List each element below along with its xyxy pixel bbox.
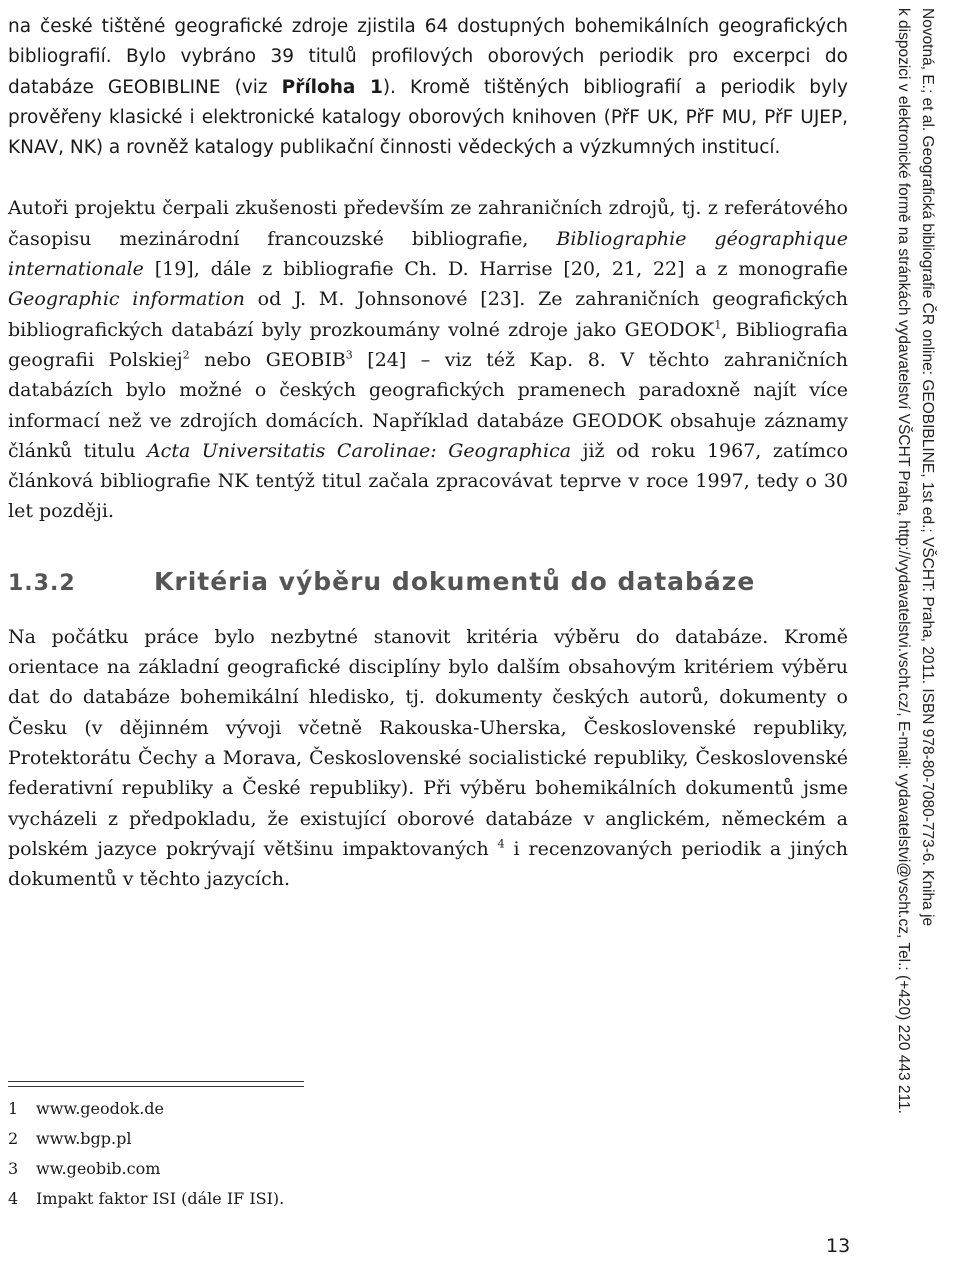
page-number: 13 (826, 1235, 851, 1257)
text-run: 2 (182, 348, 190, 362)
citation-line-1: Novotná, E.; et al. Geografická bibliografie ČR online: GEOBIBLINE, 1st ed.; VŠCHT: Praha, 2011. ISBN 978-80-7080-773-6. Kniha je (919, 8, 936, 927)
text-run: [24] – viz též Kap. 8. V těchto zahraničních databázích bylo možné o českých geografických pramenech paradoxně najít více informací než ve zdrojích domácích. Například databáze GEODOK obsahuje záznamy článků titulu (8, 348, 848, 462)
text-run: Příloha 1 (281, 76, 383, 98)
paragraph-foreign-sources (8, 193, 848, 526)
text-run: již od roku 1967, zatímco článková bibliografie NK tentýž titul začala zpracovávat teprve v roce 1997, tedy o 30 let později. (8, 439, 849, 523)
footnote-number: 2 (8, 1129, 19, 1148)
footnote-text: www.geodok.de (36, 1099, 164, 1118)
text-run: Geographic information (8, 288, 245, 311)
text-run: 1 (714, 318, 722, 332)
text-run: Acta Universitatis Carolinae: Geographica (146, 439, 572, 462)
footnote-3 (8, 1154, 508, 1184)
paragraph-criteria (8, 622, 848, 895)
paragraph-sources (8, 12, 848, 163)
citation-sidebar (870, 0, 960, 1266)
footnote-text: ww.geobib.com (36, 1159, 161, 1178)
footnote-number: 3 (8, 1159, 19, 1178)
text-run: i recenzovaných periodik a jiných dokumentů v těchto jazycích. (8, 837, 848, 891)
citation-text (891, 8, 939, 1258)
footnote-number: 1 (8, 1099, 19, 1118)
text-run: 3 (345, 348, 353, 362)
text-run: , Bibliografia geografii Polskiej (8, 318, 849, 371)
text-run: ). Kromě tištěných bibliografií a periodik byly prověřeny klasické i elektronické katalogy oborových knihoven (PřF UK, PřF MU, PřF UJEP, KNAV, NK) a rovněž katalogy publikační činnosti vědeckých a výzkumných institucí. (8, 76, 848, 159)
footnote-text: www.bgp.pl (36, 1129, 132, 1148)
text-run: nebo GEOBIB (189, 348, 346, 371)
footnote-text: Impakt faktor ISI (dále IF ISI). (36, 1189, 285, 1208)
text-run: [19], dále z bibliografie Ch. D. Harrise [20, 21, 22] a z monografie (143, 258, 848, 281)
main-text-column (8, 12, 848, 894)
footnote-number: 4 (8, 1189, 19, 1208)
section-heading (8, 567, 848, 596)
footnote-1 (8, 1094, 508, 1124)
footnotes (8, 1094, 508, 1214)
text-run: Bibliographie géographique internationale (8, 227, 848, 281)
text-run: na české tištěné geografické zdroje zjistila 64 dostupných bohemikálních geografických bibliografií. Bylo vybráno 39 titulů profilových oborových periodik pro excerpci do databáze GEOBIBLINE (viz (8, 16, 848, 98)
text-run: Na počátku práce bylo nezbytné stanovit kritéria výběru do databáze. Kromě orientace na základní geografické disciplíny bylo dalším obsahovým kritériem výběru dat do databáze bohemikální hledisko, tj. dokumenty českých autorů, dokumenty o Česku (v dějinném vývoji včetně Rakouska-Uherska, Československé republiky, Protektorátu Čechy a Morava, Československé socialistické republiky, Československé federativní republiky a České republiky). Při výběru bohemikálních dokumentů jsme vycházeli z předpokladu, že existující oborové databáze v anglickém, německém a polském jazyce pokrývají většinu impaktovaných (8, 625, 848, 860)
footnote-4 (8, 1184, 508, 1214)
text-run: od J. M. Johnsonové [23]. Ze zahraničních geografických bibliografických databází byly prozkoumány volné zdroje jako GEODOK (8, 288, 848, 341)
citation-line-2: k dispozici v elektronické formě na stránkách vydavatelství VŠCHT Praha, http://vydavatelstvi.vscht.cz/, E-mail: vydavatelstvi@vscht.cz, Tel.: (+420) 220 443 211. (895, 8, 912, 1114)
footnote-separator (8, 1081, 304, 1087)
text-run: 4 (497, 837, 505, 851)
section-title: Kritéria výběru dokumentů do databáze (154, 566, 756, 596)
section-number: 1.3.2 (8, 570, 76, 596)
footnote-2 (8, 1124, 508, 1154)
text-run: Autoři projektu čerpali zkušenosti především ze zahraničních zdrojů, tj. z referátového časopisu mezinárodní francouzské bibliografie, (8, 197, 848, 250)
